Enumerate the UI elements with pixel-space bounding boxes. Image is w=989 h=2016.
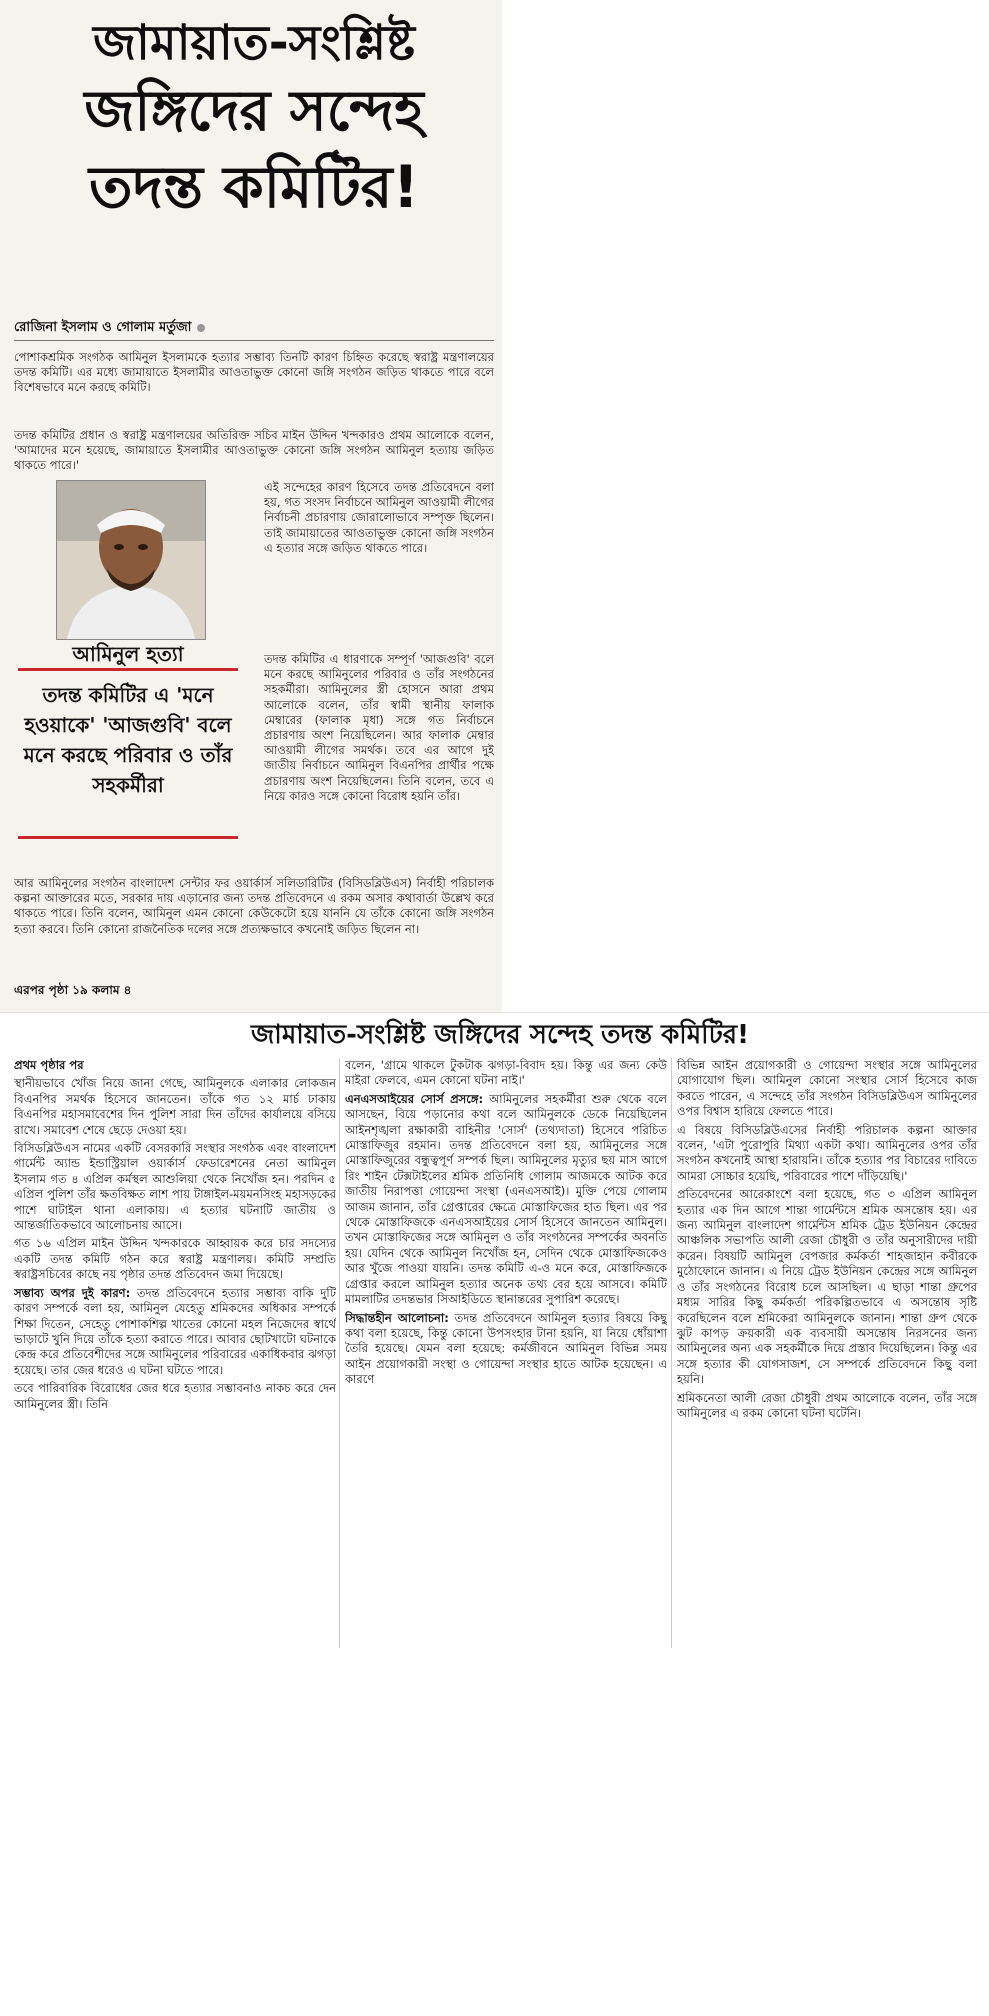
subhead-label: প্রথম পৃষ্ঠার পর — [14, 1058, 84, 1072]
byline — [14, 318, 314, 339]
headline-line-3: তদন্ত কমিটির! — [88, 153, 420, 222]
paragraph-text: শ্রমিকনেতা আলী রেজা চৌধুরী প্রথম আলোকে বলেন, তাঁর সঙ্গে আমিনুলের এ রকম কোনো ঘটনা ঘটেনি। — [677, 1390, 977, 1420]
column-paragraph — [677, 1123, 977, 1185]
paragraph-text: বলেন, 'গ্রামে থাকলে টুকটাক ঝগড়া-বিবাদ হয়। কিন্তু এর জন্য কেউ মাইরা ফেলবে, এমন কোনো ঘটনা নাই।' — [345, 1058, 667, 1088]
paragraph-text: তদন্ত প্রতিবেদনে হত্যার সম্ভাব্য বাকি দুটি কারণ সম্পর্কে বলা হয়, আমিনুল যেহেতু শ্রমিকদের অধিকার সম্পর্কে শিক্ষা দিতেন, সেহেতু পোশাকশিল্প খাতের কোনো মহল নিজেদের স্বার্থে ভাড়াটে খুনি দিয়ে তাঁকে হত্যা করাতে পারে। আবার ছোটখাটো ঘটনাকে কেন্দ্র করে প্রতিবেশীদের সঙ্গে আমিনুলের পরিবারের একাধিকবার ঝগড়া হয়েছে। তার জের ধরেও এ ঘটনা ঘটতে পারে। — [14, 1285, 336, 1377]
column-paragraph — [14, 1286, 336, 1378]
column-paragraph — [345, 1311, 667, 1388]
column-paragraph — [677, 1187, 977, 1387]
subhead-label: সম্ভাব্য অপর দুই কারণ: — [14, 1285, 131, 1300]
column-paragraph — [14, 1058, 336, 1073]
column-paragraph — [345, 1092, 667, 1308]
byline-rule — [14, 340, 494, 341]
column-divider-2 — [671, 1058, 672, 1648]
paragraph-text: তবে পারিবারিক বিরোধের জের ধরে হত্যার সম্ভাবনাও নাকচ করে দেন আমিনুলের স্ত্রী। তিনি — [14, 1381, 336, 1411]
headline-line-1: জামায়াত-সংশ্লিষ্ট — [93, 15, 415, 71]
paragraph-text: এ বিষয়ে বিসিডব্লিউএসের নির্বাহী পরিচালক কল্পনা আক্তার বলেন, 'এটা পুরোপুরি মিথ্যা একটা কথা। আমিনুলের ওপর তাঁর সংগঠন কখনোই আস্থা হারায়নি। তাঁকে হত্যার পর বিচারের দাবিতে আমরা সোচ্চার হয়েছি, পরিবারের পাশে দাঁড়িয়েছি।' — [677, 1122, 977, 1183]
paragraph-text: বিভিন্ন আইন প্রয়োগকারী ও গোয়েন্দা সংস্থার সঙ্গে আমিনুলের যোগাযোগ ছিল। আমিনুল কোনো সংস্থার সোর্স হিসেবে কাজ করতে পারেন, এ সন্দেহে তাঁর সংগঠন বিসিডব্লিউএস আমিনুলের ওপর বিশ্বাস হারিয়ে ফেলতে পারে। — [677, 1058, 977, 1119]
column-paragraph — [677, 1058, 977, 1120]
column-paragraph — [345, 1058, 667, 1089]
front-paragraph-4: তদন্ত কমিটির এ ধারণাকে সম্পূর্ণ 'আজগুবি' বলে মনে করছে আমিনুলের পরিবার ও তাঁর সংগঠনের সহকর্মীরা। আমিনুলের স্ত্রী হোসনে আরা প্রথম আলোকে বলেন, তাঁর স্বামী স্থানীয় ফালাক মেম্বারের (ফালাক মৃধা) সঙ্গে গত নির্বাচনে প্রচারণায় অংশ নিয়েছিলেন। আর ফালাক মেম্বার আওয়ামী লীগের সমর্থক। তবে এর আগে দুই জাতীয় নির্বাচনে আমিনুল বিএনপির প্রার্থীর পক্ষে প্রচারণায় অংশ নিয়েছিলেন। তিনি বলেন, তবে এ নিয়ে কারও সঙ্গে কোনো বিরোধ হয়নি তাঁর। — [264, 652, 494, 803]
caption-red-rule — [18, 668, 238, 671]
front-paragraph-3: এই সন্দেহের কারণ হিসেবে তদন্ত প্রতিবেদনে বলা হয়, গত সংসদ নির্বাচনে আমিনুল আওয়ামী লীগের নির্বাচনী প্রচারণায় জোরালোভাবে সম্পৃক্ত ছিলেন। তাই জামায়াতের আওতাভুক্ত কোনো জঙ্গি সংগঠন এ হত্যার সঙ্গে জড়িত থাকতে পারে। — [264, 480, 494, 555]
paragraph-text: স্থানীয়ভাবে খোঁজ নিয়ে জানা গেছে, আমিনুলকে এলাকার লোকজন বিএনপির সমর্থক হিসেবে জানতেন। তাঁকে গত ১২ মার্চ ঢাকায় বিএনপির মহাসমাবেশের দিন পুলিশ সারা দিন তাঁদের কার্যালয়ে বসিয়ে রাখে। সমাবেশ শেষে ছেড়ে দেওয়া হয়। — [14, 1076, 336, 1137]
front-paragraph-1: পোশাকশ্রমিক সংগঠক আমিনুল ইসলামকে হত্যার সম্ভাব্য তিনটি কারণ চিহ্নিত করেছে স্বরাষ্ট্র মন্ত্রণালয়ের তদন্ত কমিটি। এর মধ্যে জামায়াতে ইসলামীর আওতাভুক্ত কোনো জঙ্গি সংগঠন জড়িত থাকতে পারে বলে বিশেষভাবে মনে করছে কমিটি। — [14, 350, 494, 395]
column-paragraph — [14, 1141, 336, 1233]
column-divider-1 — [339, 1058, 340, 1648]
paragraph-text: প্রতিবেদনের আরেকাংশে বলা হয়েছে, গত ৩ এপ্রিল আমিনুল হত্যার এক দিন আগে শান্তা গার্মেন্টসে শ্রমিক অসন্তোষ হয়। এর জন্য আমিনুল বাংলাদেশ গার্মেন্টস শ্রমিক ট্রেড ইউনিয়ন কেন্দ্রের আঞ্চলিক সভাপতি আলী রেজা চৌধুরী ও তাঁর অনুসারীদের দায়ী করেন। বিষয়টি আমিনুল বেপজার কর্মকর্তা শাহজাহান কবীরকে মুঠোফোনে জানান। এ নিয়ে ট্রেড ইউনিয়ন কেন্দ্রের সঙ্গে আমিনুল ও তাঁর সংগঠনের বিরোধ চলে আসছিল। এ ছাড়া শান্তা গ্রুপের মধ্যম সারির কিছু কর্মকর্তা পরিকল্পিতভাবে এ অসন্তোষ সৃষ্টি করেছিলেন বলে শ্রমিকেরা আমিনুলকে জানান। শান্তা গ্রুপ থেকে ঝুট কাপড় ক্রয়কারী এক ব্যবসায়ী অসন্তোষ নিরসনের জন্য আমিনুলের অন্য এক সহকর্মীকে দিয়ে প্রস্তাব দিয়েছিলেন। কিন্তু এর সঙ্গে হত্যার কী যোগসাজশ, সে সম্পর্কে প্রতিবেদনে কিছু বলা হয়নি। — [677, 1187, 977, 1387]
headline-line-2: জঙ্গিদের সন্দেহ — [84, 78, 424, 144]
column-paragraph — [677, 1391, 977, 1422]
clipping-separator — [0, 1012, 989, 1013]
continued-headline: জামায়াত-সংশ্লিষ্ট জঙ্গিদের সন্দেহ তদন্ত কমিটির! — [251, 1020, 749, 1050]
pull-quote: তদন্ত কমিটির এ 'মনে হওয়াকে' 'আজগুবি' বলে মনে করছে পরিবার ও তাঁর সহকর্মীরা — [23, 683, 233, 797]
subhead-label: এনএসআইয়ের সোর্স প্রসঙ্গে: — [345, 1091, 484, 1106]
front-paragraph-2: তদন্ত কমিটির প্রধান ও স্বরাষ্ট্র মন্ত্রণালয়ের অতিরিক্ত সচিব মাইন উদ্দিন খন্দকারও প্রথম আলোকে বলেন, 'আমাদের মনে হয়েছে, জামায়াতে ইসলামীর আওতাভুক্ত কোনো জঙ্গি সংগঠন আমিনুল হত্যায় জড়িত থাকতে পারে।' — [14, 428, 494, 473]
aminul-photo — [56, 480, 206, 640]
paragraph-text: তদন্ত প্রতিবেদনে আমিনুল হত্যার বিষয়ে কিছু কথা বলা হয়েছে, কিন্তু কোনো উপসংহার টানা হয়নি, যা নিয়ে ধোঁয়াশা তৈরি হয়েছে। যেমন বলা হয়েছে: কর্মজীবনে আমিনুল বিভিন্ন সময় আইন প্রয়োগকারী সংস্থা ও গোয়েন্দা সংস্থার হাতে আটক হয়েছেন। এ কারণে — [345, 1310, 667, 1387]
paragraph-text: আমিনুলের সহকর্মীরা শুরু থেকে বলে আসছেন, বিয়ে পড়ানোর কথা বলে আমিনুলকে ডেকে নিয়েছিলেন আইনশৃঙ্খলা রক্ষাকারী বাহিনীর 'সোর্স' (তথ্যদাতা) হিসেবে পরিচিত মোস্তাফিজুর রহমান। তদন্ত প্রতিবেদনে বলা হয়, আমিনুলের সঙ্গে মোস্তাফিজুরের বন্ধুত্বপূর্ণ সম্পর্ক ছিল। আমিনুলের মৃত্যুর ছয় মাস আগে রিং শাইন টেক্সটাইলের শ্রমিক প্রতিনিধি গোলাম আজমকে আটক করে জাতীয় নিরাপত্তা গোয়েন্দা সংস্থা (এনএসআই)। মুক্তি পেয়ে গোলাম আজম জানান, তাঁর গ্রেপ্তারের ক্ষেত্রে মোস্তাফিজের হাত ছিল। এর পর থেকে মোস্তাফিজকে এনএসআইয়ের সোর্স হিসেবে জানতেন আমিনুল। তখন মোস্তাফিজের সঙ্গে আমিনুল ও তাঁর সংগঠনের সম্পর্কের অবনতি হয়। যেদিন থেকে আমিনুল নিখোঁজ হন, সেদিন থেকে মোস্তাফিজকেও আর খুঁজে পাওয়া যায়নি। তদন্ত কমিটি এ-ও মনে করে, মোস্তাফিজকে গ্রেপ্তার করলে আমিনুল হত্যার অনেক তথ্য বের হয়ে আসবে। কমিটি মামলাটির তদন্তভার সিআইডিতে স্থানান্তরের সুপারিশ করেছে। — [345, 1091, 667, 1307]
portrait-image — [57, 481, 205, 639]
main-headline — [14, 15, 494, 222]
front-paragraph-5: আর আমিনুলের সংগঠন বাংলাদেশ সেন্টার ফর ওয়ার্কার্স সলিডারিটির (বিসিডব্লিউএস) নির্বাহী পরিচালক কল্পনা আক্তারের মতে, সরকার দায় এড়ানোর জন্য তদন্ত প্রতিবেদনে এ রকম অসার কথাবার্তা উল্লেখ করে থাকতে পারে। তিনি বলেন, আমিনুল এমন কোনো কেউকেটো হয়ে যাননি যে তাঁকে কোনো জঙ্গি সংগঠন হত্যা করবে। তিনি কোনো রাজনৈতিক দলের সঙ্গে প্রত্যক্ষভাবে কখনোই জড়িত ছিলেন না। — [14, 876, 494, 936]
paragraph-text: গত ১৬ এপ্রিল মাইন উদ্দিন খন্দকারকে আহ্বায়ক করে চার সদস্যের একটি তদন্ত কমিটি গঠন করে স্বরাষ্ট্র মন্ত্রণালয়। কমিটি সম্প্রতি স্বরাষ্ট্রসচিবের কাছে নয় পৃষ্ঠার তদন্ত প্রতিবেদন জমা দিয়েছে। — [14, 1236, 336, 1282]
column-paragraph — [14, 1381, 336, 1412]
continued-column-1 — [14, 1058, 336, 1658]
photo-caption: আমিনুল হত্যা — [72, 642, 184, 666]
subhead-label: সিদ্ধান্তহীন আলোচনা: — [345, 1310, 449, 1325]
paragraph-text: বিসিডব্লিউএস নামের একটি বেসরকারি সংস্থার সংগঠক এবং বাংলাদেশ গার্মেন্ট অ্যান্ড ইন্ডাস্ট্রিয়াল ওয়ার্কার্স ফেডারেশনের নেতা আমিনুল ইসলাম গত ৪ এপ্রিল কর্মস্থল আশুলিয়া থেকে নিখোঁজ হন। পরদিন ৫ এপ্রিল পুলিশ তাঁর ক্ষতবিক্ষত লাশ পায় টাঙ্গাইল-ময়মনসিংহ মহাসড়কের পাশে ঘাটাইল থানা এলাকায়। এ হত্যার ঘটনাটি জাতীয় ও আন্তর্জাতিকভাবে আলোচনায় আসে। — [14, 1141, 336, 1233]
continued-column-3 — [677, 1058, 977, 1658]
column-paragraph — [14, 1076, 336, 1138]
pull-quote-red-rule — [18, 836, 238, 839]
continued-column-2 — [345, 1058, 667, 1658]
byline-dot-icon — [197, 324, 205, 332]
byline-text: রোজিনা ইসলাম ও গোলাম মর্তুজা — [14, 320, 192, 335]
continuation-note: এরপর পৃষ্ঠা ১৯ কলাম ৪ — [14, 983, 132, 997]
column-paragraph — [14, 1236, 336, 1282]
